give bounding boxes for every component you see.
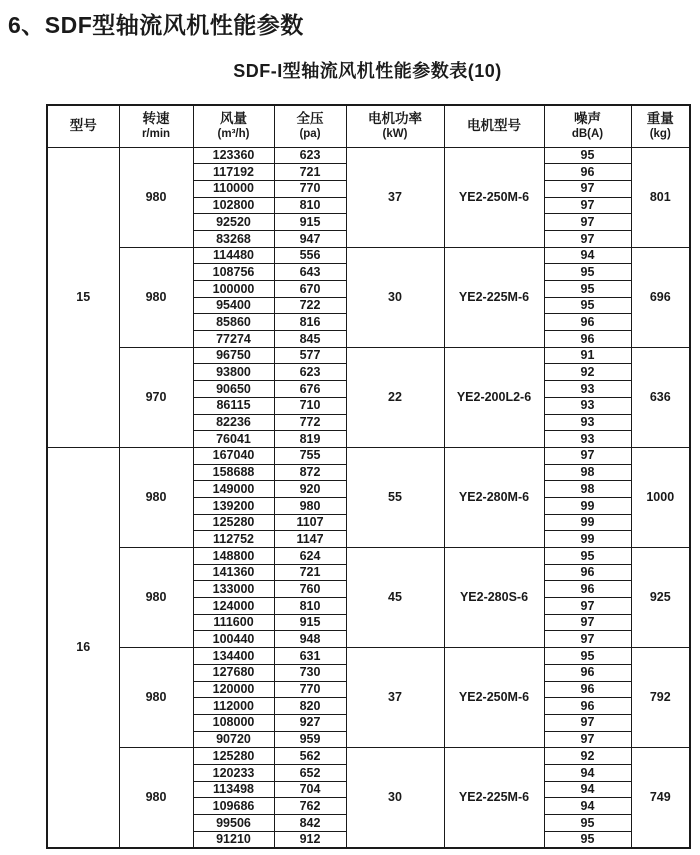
motor-cell: YE2-280M-6 — [444, 447, 544, 547]
flow-cell: 110000 — [193, 180, 274, 197]
table-row — [47, 648, 690, 665]
noise-cell: 91 — [544, 347, 631, 364]
noise-cell: 93 — [544, 431, 631, 448]
pressure-cell: 577 — [274, 347, 346, 364]
flow-cell: 108756 — [193, 264, 274, 281]
noise-cell: 95 — [544, 548, 631, 565]
noise-cell: 96 — [544, 698, 631, 715]
pressure-cell: 920 — [274, 481, 346, 498]
noise-cell: 96 — [544, 564, 631, 581]
pressure-cell: 820 — [274, 698, 346, 715]
col-header-pressure-label: 全压 — [296, 111, 324, 127]
flow-cell: 141360 — [193, 564, 274, 581]
table-row — [47, 247, 690, 264]
flow-cell: 123360 — [193, 147, 274, 164]
noise-cell: 96 — [544, 314, 631, 331]
table-row — [47, 447, 690, 464]
noise-cell: 96 — [544, 331, 631, 348]
speed-cell: 970 — [119, 347, 193, 447]
flow-cell: 127680 — [193, 664, 274, 681]
table-row — [47, 147, 690, 164]
noise-cell: 98 — [544, 464, 631, 481]
pressure-cell: 915 — [274, 614, 346, 631]
pressure-cell: 1147 — [274, 531, 346, 548]
flow-cell: 100000 — [193, 281, 274, 298]
noise-cell: 97 — [544, 714, 631, 731]
table-row — [47, 548, 690, 565]
weight-cell: 749 — [631, 748, 690, 848]
col-header-flow-unit: (m³/h) — [217, 128, 250, 141]
flow-cell: 77274 — [193, 331, 274, 348]
pressure-cell: 948 — [274, 631, 346, 648]
noise-cell: 95 — [544, 815, 631, 832]
flow-cell: 96750 — [193, 347, 274, 364]
noise-cell: 92 — [544, 748, 631, 765]
flow-cell: 158688 — [193, 464, 274, 481]
pressure-cell: 670 — [274, 281, 346, 298]
pressure-cell: 676 — [274, 381, 346, 398]
power-cell: 37 — [346, 648, 444, 748]
noise-cell: 94 — [544, 764, 631, 781]
header-row — [47, 105, 690, 147]
pressure-cell: 872 — [274, 464, 346, 481]
flow-cell: 133000 — [193, 581, 274, 598]
flow-cell: 109686 — [193, 798, 274, 815]
noise-cell: 99 — [544, 497, 631, 514]
col-header-flow-label: 风量 — [220, 111, 247, 127]
flow-cell: 108000 — [193, 714, 274, 731]
pressure-cell: 947 — [274, 230, 346, 247]
flow-cell: 149000 — [193, 481, 274, 498]
noise-cell: 99 — [544, 514, 631, 531]
noise-cell: 94 — [544, 247, 631, 264]
pressure-cell: 770 — [274, 180, 346, 197]
table-caption: SDF-I型轴流风机性能参数表(10) — [233, 61, 502, 81]
col-header-model-label: 型号 — [69, 117, 97, 133]
flow-cell: 125280 — [193, 748, 274, 765]
col-header-weight — [631, 105, 690, 147]
pressure-cell: 912 — [274, 831, 346, 848]
flow-cell: 120000 — [193, 681, 274, 698]
pressure-cell: 721 — [274, 164, 346, 181]
col-header-noise-label: 噪声 — [574, 111, 601, 127]
flow-cell: 112752 — [193, 531, 274, 548]
flow-cell: 91210 — [193, 831, 274, 848]
flow-cell: 102800 — [193, 197, 274, 214]
pressure-cell: 915 — [274, 214, 346, 231]
pressure-cell: 819 — [274, 431, 346, 448]
noise-cell: 98 — [544, 481, 631, 498]
pressure-cell: 755 — [274, 447, 346, 464]
noise-cell: 94 — [544, 798, 631, 815]
noise-cell: 95 — [544, 147, 631, 164]
noise-cell: 99 — [544, 531, 631, 548]
noise-cell: 97 — [544, 447, 631, 464]
noise-cell: 95 — [544, 297, 631, 314]
motor-cell: YE2-225M-6 — [444, 247, 544, 347]
flow-cell: 124000 — [193, 598, 274, 615]
col-header-motor-label: 电机型号 — [467, 117, 521, 133]
flow-cell: 139200 — [193, 497, 274, 514]
motor-cell: YE2-250M-6 — [444, 648, 544, 748]
table-row — [47, 748, 690, 765]
pressure-cell: 562 — [274, 748, 346, 765]
col-header-noise — [544, 105, 631, 147]
noise-cell: 95 — [544, 281, 631, 298]
flow-cell: 82236 — [193, 414, 274, 431]
flow-cell: 117192 — [193, 164, 274, 181]
col-header-flow — [193, 105, 274, 147]
pressure-cell: 845 — [274, 331, 346, 348]
pressure-cell: 927 — [274, 714, 346, 731]
page-title: 6、SDF型轴流风机性能参数 — [8, 12, 304, 38]
col-header-noise-unit: dB(A) — [571, 128, 604, 141]
noise-cell: 97 — [544, 614, 631, 631]
noise-cell: 96 — [544, 164, 631, 181]
noise-cell: 97 — [544, 180, 631, 197]
pressure-cell: 816 — [274, 314, 346, 331]
pressure-cell: 770 — [274, 681, 346, 698]
power-cell: 30 — [346, 247, 444, 347]
speed-cell: 980 — [119, 748, 193, 848]
pressure-cell: 810 — [274, 197, 346, 214]
col-header-speed-unit: r/min — [141, 128, 171, 141]
speed-cell: 980 — [119, 548, 193, 648]
motor-cell: YE2-200L2-6 — [444, 347, 544, 447]
model-cell: 15 — [47, 147, 119, 447]
pressure-cell: 710 — [274, 397, 346, 414]
pressure-cell: 643 — [274, 264, 346, 281]
weight-cell: 925 — [631, 548, 690, 648]
pressure-cell: 704 — [274, 781, 346, 798]
flow-cell: 85860 — [193, 314, 274, 331]
weight-cell: 792 — [631, 648, 690, 748]
noise-cell: 97 — [544, 197, 631, 214]
pressure-cell: 652 — [274, 764, 346, 781]
weight-cell: 1000 — [631, 447, 690, 547]
power-cell: 30 — [346, 748, 444, 848]
fan-table-body — [47, 147, 690, 848]
pressure-cell: 722 — [274, 297, 346, 314]
flow-cell: 86115 — [193, 397, 274, 414]
speed-cell: 980 — [119, 447, 193, 547]
pressure-cell: 772 — [274, 414, 346, 431]
flow-cell: 112000 — [193, 698, 274, 715]
pressure-cell: 631 — [274, 648, 346, 665]
noise-cell: 95 — [544, 831, 631, 848]
flow-cell: 134400 — [193, 648, 274, 665]
col-header-speed — [119, 105, 193, 147]
speed-cell: 980 — [119, 147, 193, 247]
pressure-cell: 959 — [274, 731, 346, 748]
pressure-cell: 760 — [274, 581, 346, 598]
pressure-cell: 623 — [274, 147, 346, 164]
table-row — [47, 347, 690, 364]
flow-cell: 167040 — [193, 447, 274, 464]
noise-cell: 97 — [544, 598, 631, 615]
flow-cell: 111600 — [193, 614, 274, 631]
power-cell: 45 — [346, 548, 444, 648]
motor-cell: YE2-250M-6 — [444, 147, 544, 247]
flow-cell: 120233 — [193, 764, 274, 781]
flow-cell: 90650 — [193, 381, 274, 398]
col-header-power-unit: (kW) — [382, 128, 408, 141]
motor-cell: YE2-280S-6 — [444, 548, 544, 648]
pressure-cell: 980 — [274, 497, 346, 514]
flow-cell: 90720 — [193, 731, 274, 748]
pressure-cell: 842 — [274, 815, 346, 832]
table-header — [47, 105, 690, 147]
pressure-cell: 1107 — [274, 514, 346, 531]
flow-cell: 148800 — [193, 548, 274, 565]
noise-cell: 96 — [544, 664, 631, 681]
speed-cell: 980 — [119, 648, 193, 748]
flow-cell: 92520 — [193, 214, 274, 231]
col-header-power-label: 电机功率 — [368, 111, 422, 127]
pressure-cell: 721 — [274, 564, 346, 581]
noise-cell: 93 — [544, 397, 631, 414]
col-header-pressure-unit: (pa) — [299, 128, 321, 141]
col-header-motor — [444, 105, 544, 147]
noise-cell: 95 — [544, 264, 631, 281]
fan-performance-table — [46, 104, 691, 849]
flow-cell: 83268 — [193, 230, 274, 247]
col-header-speed-label: 转速 — [142, 111, 170, 127]
noise-cell: 94 — [544, 781, 631, 798]
pressure-cell: 623 — [274, 364, 346, 381]
noise-cell: 95 — [544, 648, 631, 665]
col-header-pressure — [274, 105, 346, 147]
flow-cell: 114480 — [193, 247, 274, 264]
flow-cell: 93800 — [193, 364, 274, 381]
col-header-model — [47, 105, 119, 147]
weight-cell: 801 — [631, 147, 690, 247]
pressure-cell: 762 — [274, 798, 346, 815]
noise-cell: 93 — [544, 414, 631, 431]
motor-cell: YE2-225M-6 — [444, 748, 544, 848]
col-header-power — [346, 105, 444, 147]
noise-cell: 92 — [544, 364, 631, 381]
noise-cell: 96 — [544, 581, 631, 598]
speed-cell: 980 — [119, 247, 193, 347]
noise-cell: 93 — [544, 381, 631, 398]
flow-cell: 113498 — [193, 781, 274, 798]
flow-cell: 95400 — [193, 297, 274, 314]
noise-cell: 97 — [544, 230, 631, 247]
noise-cell: 97 — [544, 631, 631, 648]
noise-cell: 97 — [544, 731, 631, 748]
power-cell: 55 — [346, 447, 444, 547]
power-cell: 22 — [346, 347, 444, 447]
flow-cell: 100440 — [193, 631, 274, 648]
col-header-weight-unit: (kg) — [649, 128, 671, 141]
flow-cell: 76041 — [193, 431, 274, 448]
model-cell: 16 — [47, 447, 119, 848]
pressure-cell: 730 — [274, 664, 346, 681]
pressure-cell: 810 — [274, 598, 346, 615]
power-cell: 37 — [346, 147, 444, 247]
flow-cell: 99506 — [193, 815, 274, 832]
weight-cell: 696 — [631, 247, 690, 347]
noise-cell: 96 — [544, 681, 631, 698]
noise-cell: 97 — [544, 214, 631, 231]
pressure-cell: 556 — [274, 247, 346, 264]
col-header-weight-label: 重量 — [646, 111, 674, 127]
pressure-cell: 624 — [274, 548, 346, 565]
weight-cell: 636 — [631, 347, 690, 447]
flow-cell: 125280 — [193, 514, 274, 531]
